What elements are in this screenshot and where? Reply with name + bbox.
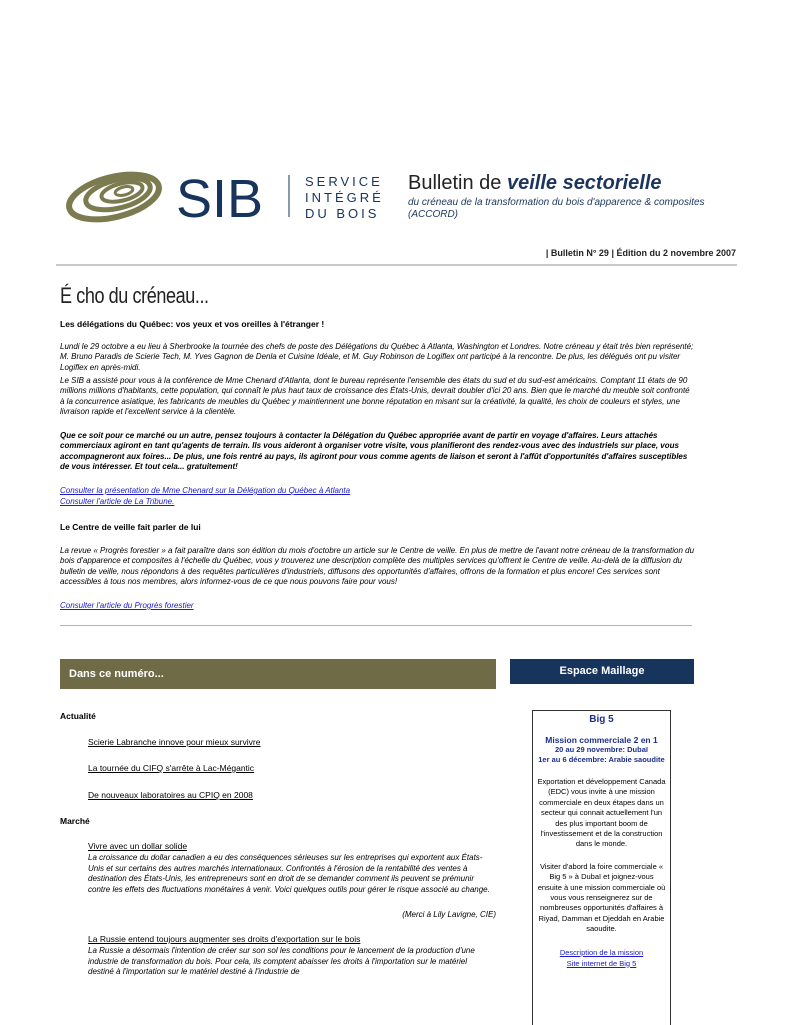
logo-tagline-2: INTÉGRÉ xyxy=(305,190,384,205)
mission-title: Mission commerciale 2 en 1 xyxy=(545,735,658,745)
section1-links xyxy=(60,485,350,507)
big5-text-1: Exportation et développement Canada (EDC) vous invite à une mission commerciale en deux étapes dans un secteur qui connait actuellement l'un des plus important boom de l'investissement et de la construction dans le monde. xyxy=(537,777,666,849)
toc-link-cpiq[interactable]: De nouveaux laboratoires au CPIQ en 2008 xyxy=(88,790,253,800)
section2-heading: Le Centre de veille fait parler de lui xyxy=(60,522,201,532)
toc-credit: (Merci à Lily Lavigne, CIE) xyxy=(402,910,496,919)
mission-date-2: 1er au 6 décembre: Arabie saoudite xyxy=(538,755,665,764)
bulletin-subtitle: du créneau de la transformation du bois d'apparence & composites (ACCORD) xyxy=(408,197,705,220)
bulletin-title-emph: veille sectorielle xyxy=(506,172,662,194)
section2-paragraph: La revue « Progrès forestier » a fait paraître dans son édition du mois d'octobre un article sur le Centre de veille. En plus de mettre de l'avant notre créneau de la transformation du bois d'apparence et composites à l'échelle du Québec, vous y trouverez une description complète des multiples services qu'offrent le Centre de veille. Au-delà de la diffusion du bulletin de veille, nous répondons à des requêtes particulières d'industriels, diffusons des opportunités d'affaires, offrons de la formation et plus encore! Ces services sont accessibles à tous nos membres, alors informez-vous de ce que nous pouvons faire pour vous! xyxy=(60,546,695,587)
header-divider xyxy=(56,264,737,266)
progres-forestier-link[interactable]: Consulter l'article du Progrès forestier xyxy=(60,601,194,610)
category-marche: Marché xyxy=(60,816,90,826)
mission-description-link[interactable]: Description de la mission xyxy=(559,947,644,957)
espace-maillage-header: Espace Maillage xyxy=(510,659,694,684)
toc-link-cifq[interactable]: La tournée du CIFQ s'arrête à Lac-Mégantic xyxy=(88,763,255,773)
logo-tagline-1: SERVICE xyxy=(305,174,383,189)
section-divider xyxy=(60,625,692,626)
toc-link-russie[interactable]: La Russie entend toujours augmenter ses droits d'exportation sur le bois xyxy=(88,934,361,944)
section2-links xyxy=(60,600,194,611)
big5-title: Big 5 xyxy=(589,714,614,725)
section1-paragraph-2: Le SIB a assisté pour vous à la conférence de Mme Chenard d'Atlanta, dont le bureau représente l'ensemble des états du sud et du sud-est américains. Comptant 11 états de 90 millions millions d'habitants, cette population, qui connaît le plus haut taux de croissance des États-Unis, devrait doubler d'ici 20 ans. Bien que le marché du meuble soit confronté à la concurrence asiatique, les fabricants de meubles du Québec y maintiennent une bonne réputation en misant sur la créativité, la qualité, les choix de couleurs et styles, une livraison rapide et l'excellent service à la clientèle. xyxy=(60,376,690,417)
chenard-presentation-link[interactable]: Consulter la présentation de Mme Chenard sur la Délégation du Québec à Atlanta xyxy=(60,486,351,495)
section1-heading: Les délégations du Québec: vos yeux et vos oreilles à l'étranger ! xyxy=(60,319,325,329)
mission-date-1: 20 au 29 novembre: Dubaï xyxy=(555,745,648,754)
logo-text: SIB xyxy=(176,169,264,227)
big5-links xyxy=(533,947,670,969)
tribune-article-link[interactable]: Consulter l'article de La Tribune. xyxy=(60,497,175,506)
toc-desc-russie: La Russie a désormais l'intention de créer sur son sol les conditions pour le lancement de la production d'une industrie de transformation du bois. Pour cela, ils comptent abaisser les droits à l'importation sur le matériel destiné à l'importation sur le matériel destiné à l'industrie de xyxy=(88,946,475,976)
big5-website-link[interactable]: Site internet de Big 5 xyxy=(566,958,637,968)
bulletin-title-plain: Bulletin de xyxy=(408,172,507,194)
toc-link-dollar[interactable]: Vivre avec un dollar solide xyxy=(88,841,188,851)
toc-link-labranche[interactable]: Scierie Labranche innove pour mieux survivre xyxy=(88,737,261,747)
section-title: É cho du créneau... xyxy=(60,283,209,308)
toc-header-label: Dans ce numéro... xyxy=(69,668,164,680)
big5-box xyxy=(532,710,671,1025)
category-actualite: Actualité xyxy=(60,711,96,721)
logo-tagline-3: DU BOIS xyxy=(305,206,380,221)
edition-line: | Bulletin N° 29 | Édition du 2 novembre 2007 xyxy=(545,248,736,258)
toc-desc-dollar: La croissance du dollar canadien a eu des conséquences sérieuses sur les entreprises qui exportent aux États-Unis et sur certains des autres marchés internationaux. Confrontés à l'érosion de la rentabilité des ventes à destination des États-Unis, les entrepreneurs sont en droit de se demander comment ils peuvent se prémunir contre les effets des fluctuations monétaires à venir. Voici quelques outils pour gérer le risque associé au change. xyxy=(88,853,490,894)
section1-paragraph-3: Que ce soit pour ce marché ou un autre, pensez toujours à contacter la Délégation du Québec appropriée avant de partir en voyage d'affaires. Leurs attachés commerciaux agiront en tant qu'agents de terrain. Ils vous aideront à organiser votre visite, vous planifieront des rendez-vous avec des industriels sur place, vous accompagneront aux foires... De plus, une fois rentré au pays, ils agiront pour vous comme agents de liaison et seront à l'affût d'opportunités d'affaires susceptibles de vous intéresser. Et tout cela... gratuitement! xyxy=(60,431,688,472)
swirl-logo-icon xyxy=(66,166,163,227)
toc-header xyxy=(60,659,496,689)
sib-logo xyxy=(66,165,386,227)
bulletin-title xyxy=(408,172,662,195)
big5-text-2: Visiter d'abord la foire commerciale « Big 5 » à Dubaï et joignez-vous ensuite à une mission commerciale où vous vous renseignerez sur de nombreuses opportunités d'affaires à Riyad, Damman et Djeddah en Arabie saoudite. xyxy=(537,861,666,934)
section1-paragraph-1: Lundi le 29 octobre a eu lieu à Sherbrooke la tournée des chefs de poste des Délégations du Québec à Atlanta, Washington et Londres. Notre créneau y était très bien représenté; M. Bruno Paradis de Scierie Tech, M. Yves Gagnon de Denla et Cuisine Idéale, et M. Guy Robinson de Logiflex ont participé à la rencontre. De plus, les délégués ont pu visiter Logiflex en après-midi. xyxy=(60,342,694,372)
